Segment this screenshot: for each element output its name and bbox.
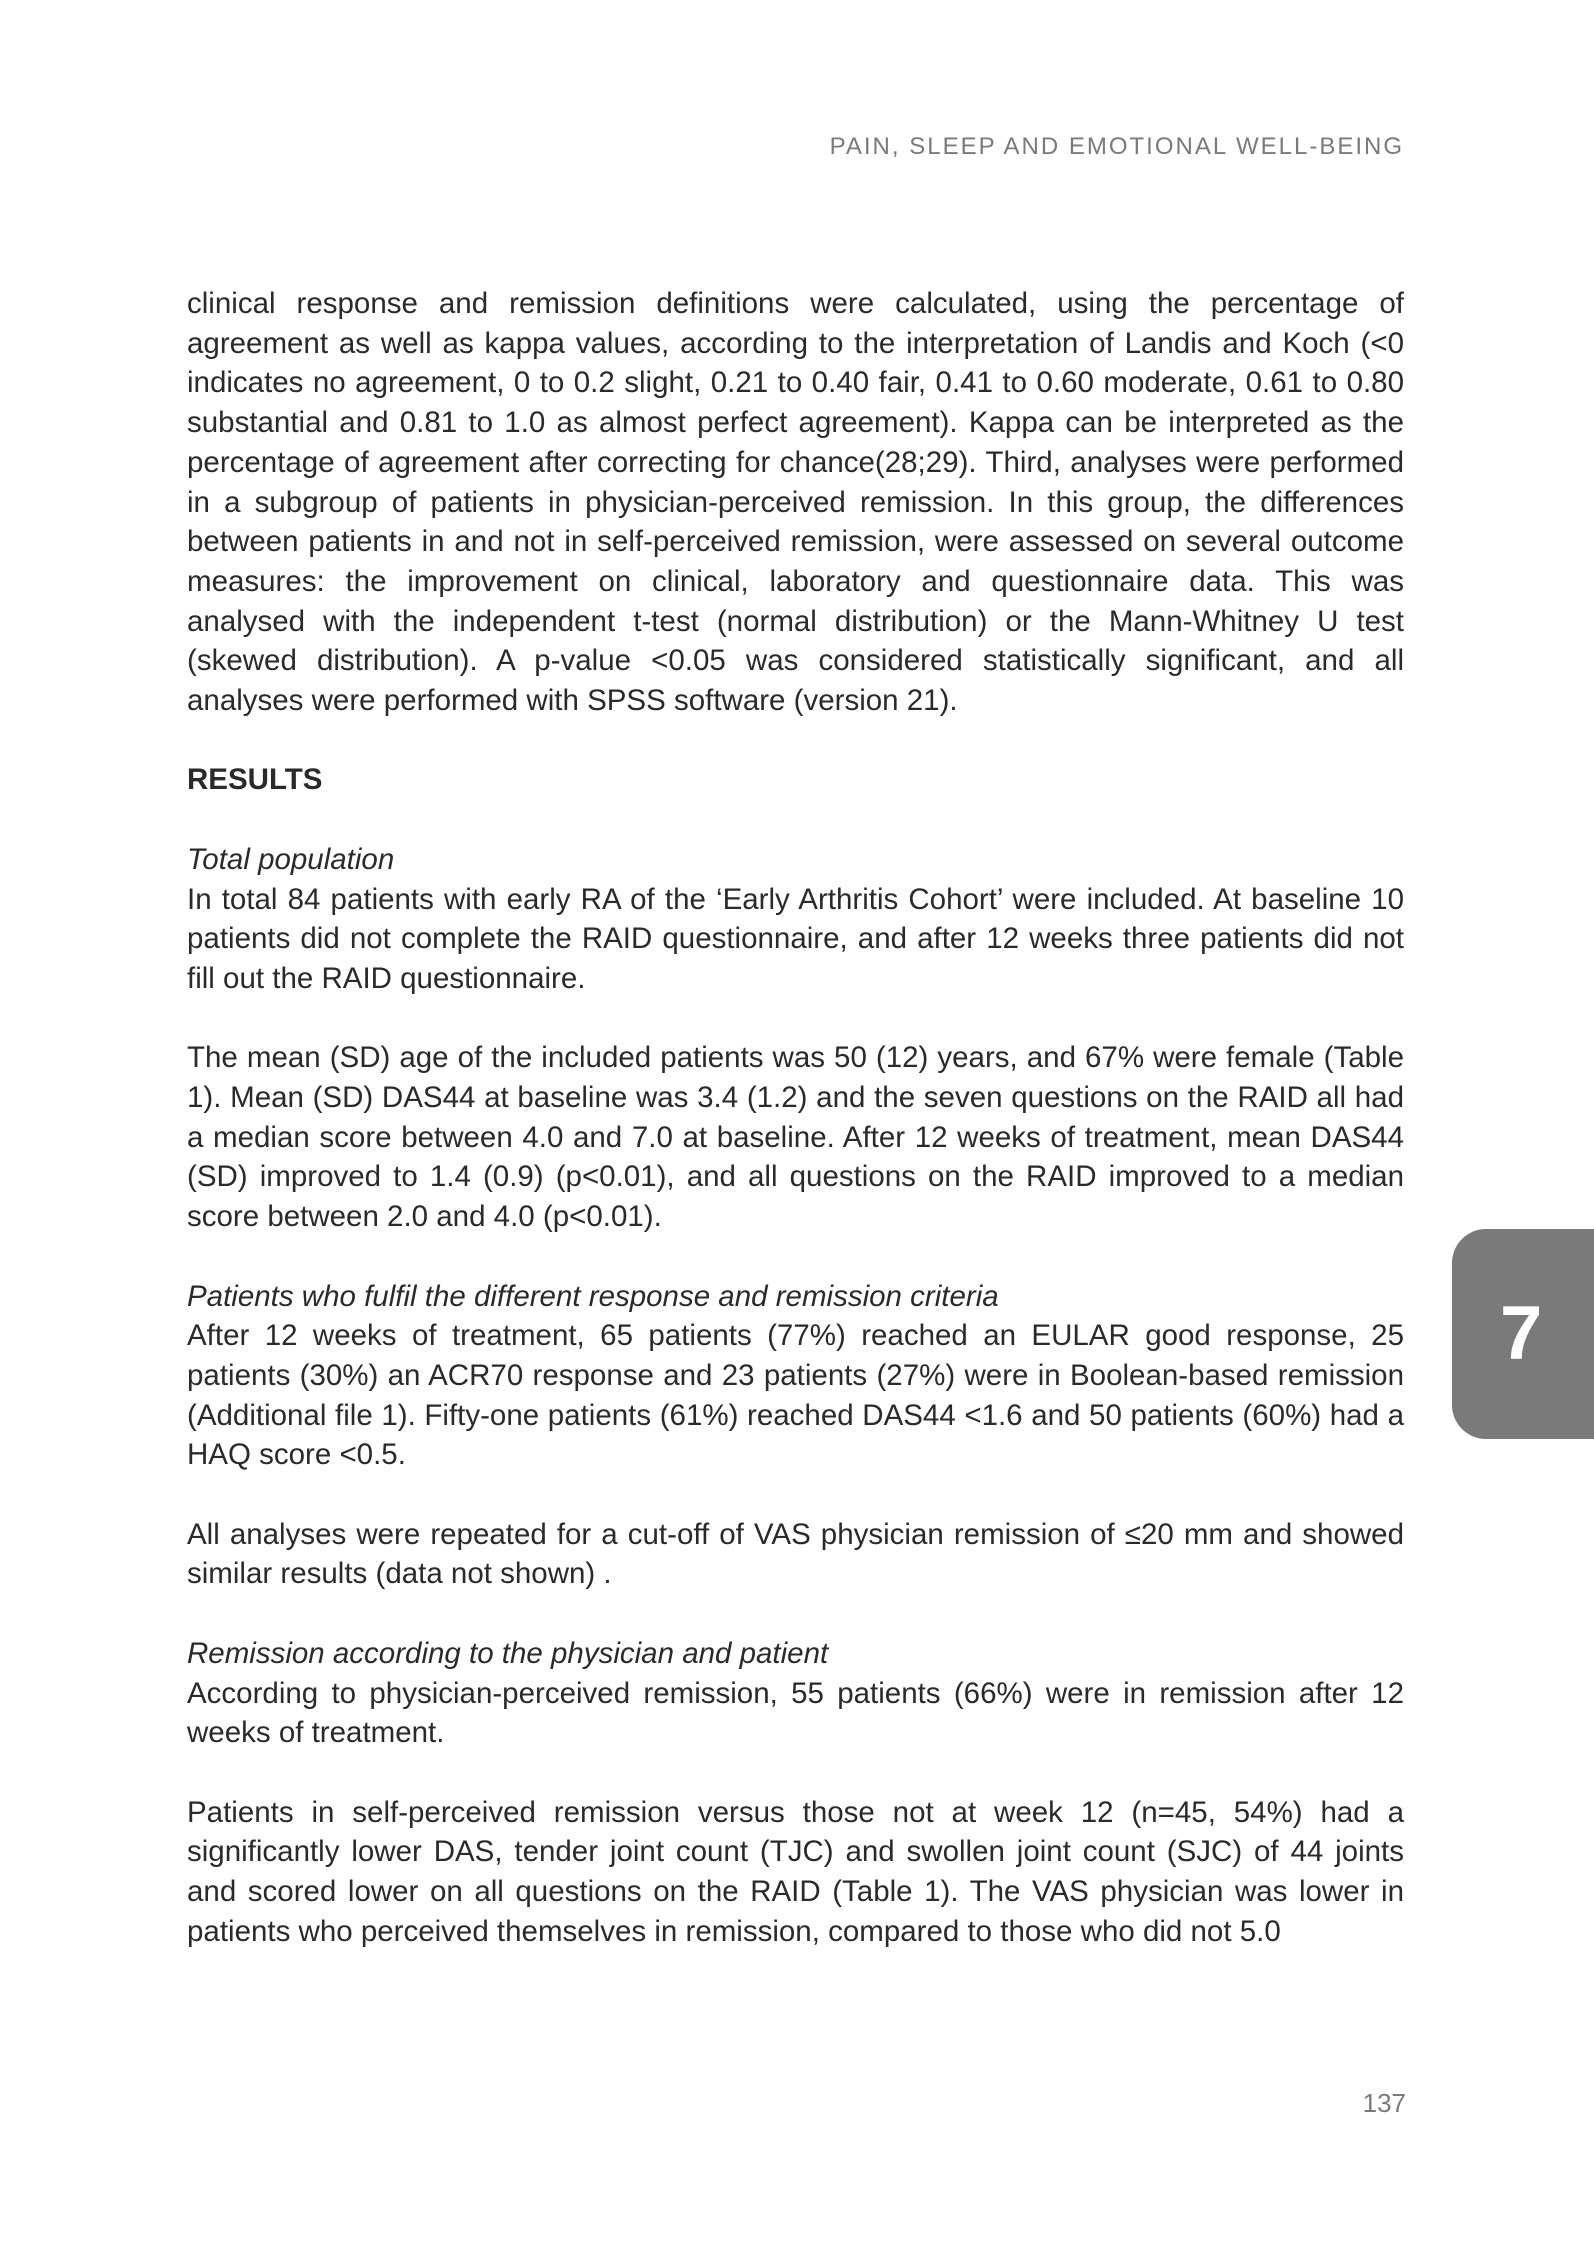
paragraph-response-criteria-2: All analyses were repeated for a cut-off of VAS physician remission of ≤20 mm and showed similar results (data not shown) . xyxy=(187,1517,1404,1591)
paragraph-response-criteria-1: After 12 weeks of treatment, 65 patients (77%) reached an EULAR good response, 25 patients (30%) an ACR70 response and 23 patients (27%) were in Boolean-based remission (Additional file 1). Fifty-one patients (61%) reached DAS44 <1.6 and 50 patients (60%) had a HAQ score <0.5. xyxy=(187,1319,1404,1472)
spacer xyxy=(187,1237,1404,1277)
paragraph-total-population-2: The mean (SD) age of the included patients was 50 (12) years, and 67% were female (Table 1). Mean (SD) DAS44 at baseline was 3.4 (1.2) and the seven questions on the RAID all had a median score between 4.0 and 7.0 at baseline. After 12 weeks of treatment, mean DAS44 (SD) improved to 1.4 (0.9) (p<0.01), and all questions on the RAID improved to a median score between 2.0 and 4.0 (p<0.01). xyxy=(187,1041,1404,1234)
paragraph-remission-2: Patients in self-perceived remission versus those not at week 12 (n=45, 54%) had a significantly lower DAS, tender joint count (TJC) and swollen joint count (SJC) of 44 joints and scored lower on all questions on the RAID (Table 1). The VAS physician was lower in patients who perceived themselves in remission, compared to those who did not 5.0 xyxy=(187,1795,1404,1948)
subheading-remission: Remission according to the physician and patient xyxy=(187,1636,829,1670)
running-header: PAIN, SLEEP AND EMOTIONAL WELL-BEING xyxy=(829,133,1404,160)
paragraph-remission-1: According to physician-perceived remission, 55 patients (66%) were in remission after 12 weeks of treatment. xyxy=(187,1676,1404,1750)
spacer xyxy=(187,1594,1404,1634)
spacer xyxy=(187,1475,1404,1515)
main-text xyxy=(187,284,1404,1951)
spacer xyxy=(187,721,1404,761)
subheading-response-criteria: Patients who fulfil the different response and remission criteria xyxy=(187,1279,999,1313)
paragraph-methods: clinical response and remission definitions were calculated, using the percentage of agreement as well as kappa values, according to the interpretation of Landis and Koch (<0 indicates no agreement, 0 to 0.2 slight, 0.21 to 0.40 fair, 0.41 to 0.60 moderate, 0.61 to 0.80 substantial and 0.81 to 1.0 as almost perfect agreement). Kappa can be interpreted as the percentage of agreement after correcting for chance(28;29). Third, analyses were performed in a subgroup of patients in physician-perceived remission. In this group, the differences between patients in and not in self-perceived remission, were assessed on several outcome measures: the improvement on clinical, laboratory and questionnaire data. This was analysed with the independent t-test (normal distribution) or the Mann-Whitney U test (skewed distribution). A p-value <0.05 was considered statistically significant, and all analyses were performed with SPSS software (version 21). xyxy=(187,287,1404,718)
paragraph-total-population-1: In total 84 patients with early RA of the ‘Early Arthritis Cohort’ were included. At baseline 10 patients did not complete the RAID questionnaire, and after 12 weeks three patients did not fill out the RAID questionnaire. xyxy=(187,882,1404,995)
chapter-number: 7 xyxy=(1500,1291,1543,1376)
chapter-tab xyxy=(1452,1229,1594,1439)
page-number: 137 xyxy=(1362,2088,1406,2118)
spacer xyxy=(187,800,1404,840)
section-heading-results: RESULTS xyxy=(187,763,323,797)
spacer xyxy=(187,999,1404,1039)
subheading-total-population: Total population xyxy=(187,842,395,876)
spacer xyxy=(187,1753,1404,1793)
